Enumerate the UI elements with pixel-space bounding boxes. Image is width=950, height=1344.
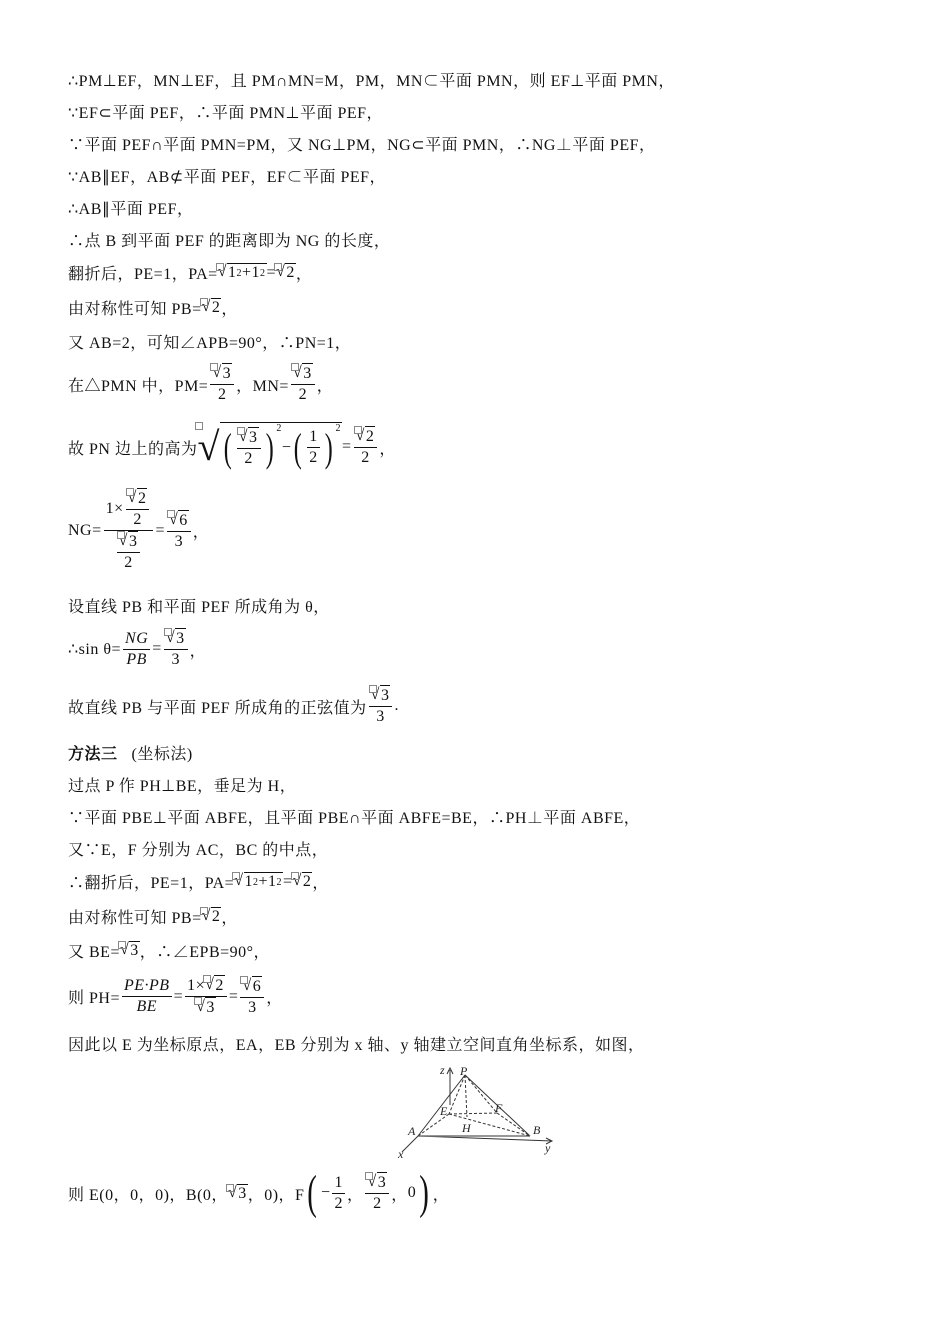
fraction: √ 3 3 xyxy=(164,628,188,670)
t: = xyxy=(152,640,162,657)
formula-line xyxy=(68,363,333,405)
t: 2 xyxy=(298,386,308,403)
fraction: √ 2 2 xyxy=(354,426,378,468)
t: 2 xyxy=(309,449,318,466)
t: ，MN= xyxy=(236,377,289,395)
formula-line xyxy=(68,939,270,962)
edge-PF xyxy=(465,1075,497,1113)
fraction: √ 3 2 xyxy=(365,1172,389,1214)
t: . xyxy=(394,697,399,714)
t: 3 xyxy=(380,687,390,704)
text-line: 过点 P 作 PH⊥BE，垂足为 H， xyxy=(68,778,297,795)
text: 翻折后，PE=1，PA= xyxy=(68,266,218,283)
sqrt: √ 3 xyxy=(119,941,139,959)
t: NG= xyxy=(68,521,102,539)
sqrt: √ 2 xyxy=(276,263,295,281)
t: = xyxy=(283,872,293,890)
method-title: 方法三 xyxy=(68,746,118,763)
t: +1 xyxy=(242,264,261,281)
t: PB xyxy=(126,650,147,668)
t: 故 PN 边上的高为 xyxy=(68,440,198,458)
t: = xyxy=(173,987,184,1005)
label-z: z xyxy=(440,1063,445,1077)
section-heading xyxy=(68,741,193,764)
t: ， xyxy=(192,524,210,541)
t: 由对称性可知 PB= xyxy=(68,910,202,927)
formula-line: 则 E(0，0，0)，B(0， √ 3 ，0)，F ( − $\frac{1}{2}$ ， √ 3 2 ， 0 ) ， xyxy=(68,1166,450,1219)
t: 6 xyxy=(252,977,262,995)
t: ， xyxy=(189,642,207,660)
t: 2 xyxy=(215,977,224,994)
t: 3 xyxy=(128,533,138,550)
t: ∴sin θ= xyxy=(68,641,122,658)
edge-EF xyxy=(449,1113,497,1114)
t: 3 xyxy=(130,942,139,959)
t: 1 xyxy=(228,264,237,281)
t: 3 xyxy=(249,428,258,446)
text-line: ∵平面 PEF∩平面 PMN=PM，又 NG⊥PM，NG⊂平面 PMN，∴NG⊥平面 PEF， xyxy=(68,137,656,154)
t: 2 xyxy=(286,264,295,281)
t: 3 xyxy=(377,1174,387,1191)
label-B: B xyxy=(533,1123,541,1137)
t: 3 xyxy=(248,998,257,1016)
sqrt: √ 1 2 +1 2 xyxy=(234,872,283,890)
formula-line xyxy=(68,422,396,472)
t: 1× xyxy=(105,500,124,517)
t: 则 E(0，0，0)，B(0， xyxy=(68,1186,228,1204)
t: 2 xyxy=(335,423,342,434)
text-line: ∵平面 PBE⊥平面 ABFE，且平面 PBE∩平面 ABFE=BE，∴PH⊥平面 ABFE， xyxy=(68,810,641,827)
fraction: √ 6 3 xyxy=(167,510,191,552)
x-axis xyxy=(402,1136,418,1152)
t: 3 xyxy=(222,365,232,382)
label-P: P xyxy=(460,1064,468,1078)
t: ，∴∠EPB=90°， xyxy=(139,944,271,961)
text-line: ∴PM⊥EF，MN⊥EF，且 PM∩MN=M，PM，MN⊂平面 PMN，则 EF⊥平面 PMN， xyxy=(68,73,675,90)
sqrt: √ 2 xyxy=(201,298,221,316)
t: 3 xyxy=(303,365,312,382)
t: 2 xyxy=(373,1195,382,1212)
t: 2 xyxy=(302,873,312,890)
t: 2 xyxy=(211,299,221,316)
t: 2 xyxy=(334,1194,343,1212)
t: ，0)，F xyxy=(247,1186,305,1204)
formula-line xyxy=(68,296,238,319)
t: ， xyxy=(316,377,334,395)
t: NG xyxy=(123,629,150,650)
t: 2 xyxy=(217,386,227,403)
t: 1× xyxy=(187,976,206,994)
fraction xyxy=(332,1173,345,1214)
t: 1 xyxy=(244,873,253,890)
t: 2 xyxy=(260,267,266,279)
t: ， xyxy=(221,910,238,927)
sqrt: √ 2 xyxy=(201,907,221,925)
fraction: √ 6 3 xyxy=(240,976,264,1018)
formula-line xyxy=(68,905,238,928)
sqrt: √ 3 xyxy=(227,1183,247,1202)
t: 3 xyxy=(238,1184,247,1202)
t: = xyxy=(342,438,352,455)
t: BE xyxy=(136,998,158,1015)
formula-line xyxy=(68,685,399,727)
t: − xyxy=(320,1184,331,1201)
t: +1 xyxy=(258,873,277,890)
t: 2 xyxy=(133,511,142,528)
method-subtitle: (坐标法) xyxy=(131,746,193,763)
t: 3 xyxy=(206,999,215,1016)
t: ， xyxy=(295,266,313,283)
label-y: y xyxy=(545,1141,551,1155)
t: 2 xyxy=(361,449,370,466)
t: 1 xyxy=(332,1173,345,1194)
t: 2 xyxy=(244,449,253,467)
t: 则 PH= xyxy=(68,990,120,1007)
t: 故直线 PB 与平面 PEF 所成角的正弦值为 xyxy=(68,699,367,717)
t: 2 xyxy=(137,490,147,507)
t: = xyxy=(266,263,277,281)
text-line: ∴点 B 到平面 PEF 的距离即为 NG 的长度， xyxy=(68,233,391,250)
sqrt: √ 1 2 +1 2 xyxy=(217,263,266,281)
sqrt: √ 2 xyxy=(292,872,312,890)
t: 3 xyxy=(376,708,385,725)
formula-line xyxy=(68,261,312,284)
fraction: 1× √ 2 2 √ 3 2 xyxy=(104,488,154,573)
t: 2 xyxy=(124,554,133,571)
t: ， xyxy=(379,440,396,458)
formula-line xyxy=(68,628,206,670)
sqrt: √ ( √ 3 2 ) $^2$ − ( $\frac{1}{2}$ ) $^2$ xyxy=(197,422,342,472)
text-line: 因此以 E 为坐标原点，EA，EB 分别为 x 轴、y 轴建立空间直角坐标系，如图， xyxy=(68,1037,645,1054)
text-line: 又 AB=2，可知∠APB=90°，∴PN=1， xyxy=(68,335,352,352)
t: PE·PB xyxy=(122,976,172,997)
text-line: ∵EF⊂平面 PEF，∴平面 PMN⊥平面 PEF， xyxy=(68,105,384,122)
t: 3 xyxy=(174,532,184,550)
t: 1 xyxy=(307,427,320,448)
text-line: 设直线 PB 和平面 PEF 所成角为 θ， xyxy=(68,599,330,616)
edge-FB xyxy=(497,1113,530,1136)
fraction xyxy=(123,629,150,670)
formula-line xyxy=(68,488,209,573)
coordinate-figure xyxy=(390,1060,570,1160)
t: 0 xyxy=(407,1184,417,1201)
t: ， xyxy=(391,1186,408,1204)
label-E: E xyxy=(440,1104,448,1118)
t: 6 xyxy=(179,511,188,529)
label-x: x xyxy=(398,1147,404,1160)
t: 2 xyxy=(211,908,221,925)
t: 3 xyxy=(171,651,180,668)
edge-PH xyxy=(465,1075,467,1117)
t: ， xyxy=(346,1186,364,1204)
t: 3 xyxy=(176,630,185,647)
t: 2 xyxy=(365,428,375,445)
fraction: √ 3 3 xyxy=(369,685,393,727)
t: 2 xyxy=(236,267,242,279)
t: 2 xyxy=(276,876,283,888)
text-line: ∵AB∥EF，AB⊄平面 PEF，EF⊂平面 PEF， xyxy=(68,169,387,186)
t: ∴翻折后，PE=1，PA= xyxy=(68,875,235,892)
label-F: F xyxy=(495,1101,503,1115)
label-H: H xyxy=(462,1121,471,1135)
fraction: √ 3 2 xyxy=(210,363,234,405)
t: ， xyxy=(312,875,329,892)
t: 在△PMN 中，PM= xyxy=(68,377,209,395)
t: = xyxy=(228,987,239,1005)
fraction xyxy=(122,976,172,1017)
text-line: ∴AB∥平面 PEF， xyxy=(68,201,194,218)
t: 2 xyxy=(276,423,282,434)
fraction: √ 3 2 xyxy=(291,363,315,405)
edge-PE xyxy=(449,1075,465,1114)
t: ， xyxy=(221,301,238,318)
t: 又 BE= xyxy=(68,944,120,961)
fraction: 1× √ 2 √ 3 xyxy=(185,975,227,1018)
label-A: A xyxy=(408,1124,416,1138)
formula-line xyxy=(68,870,329,893)
text-line: 又∵E，F 分别为 AC，BC 的中点， xyxy=(68,842,329,859)
t: 2 xyxy=(253,876,259,888)
formula-line xyxy=(68,975,283,1018)
t: = xyxy=(155,521,165,539)
t: 由对称性可知 PB= xyxy=(68,301,202,318)
t: − xyxy=(281,438,292,456)
t: ， xyxy=(432,1186,450,1204)
t: ， xyxy=(266,990,283,1007)
